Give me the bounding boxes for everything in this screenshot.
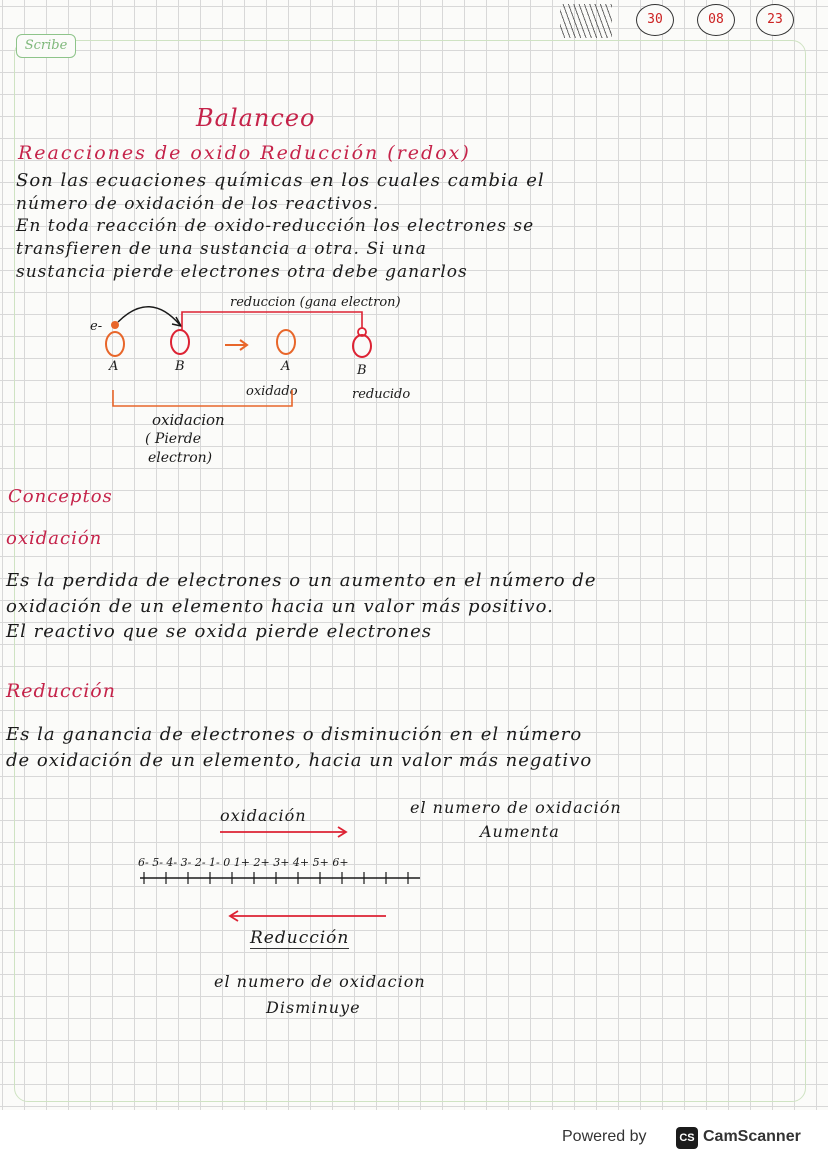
oxidation-heading: oxidación <box>6 528 103 549</box>
atom-a-label: A <box>109 359 119 374</box>
date-hatching <box>560 4 612 38</box>
atom-a-circle <box>106 332 124 356</box>
number-line <box>130 820 440 930</box>
atom-a-product-label: A <box>281 359 291 374</box>
reduction-line-1: Es la ganancia de electrones o disminución en el número <box>6 724 583 745</box>
decrease-line-1: el numero de oxidacion <box>214 972 426 991</box>
powered-by-text: Powered by <box>562 1128 647 1145</box>
axis-tick-labels: 6- 5- 4- 3- 2- 1- 0 1+ 2+ 3+ 4+ 5+ 6+ <box>138 856 349 869</box>
reduction-bracket <box>182 312 362 330</box>
atom-b-circle <box>171 330 189 354</box>
atom-b-product-circle <box>353 335 371 357</box>
increase-line-1: el numero de oxidación <box>410 798 622 817</box>
intro-line-2: número de oxidación de los reactivos. <box>16 194 380 214</box>
electron-transfer-arrow <box>118 307 180 325</box>
intro-line-1: Son las ecuaciones químicas en los cuales cambia el <box>16 170 545 191</box>
oxidation-line-3: El reactivo que se oxida pierde electrones <box>6 621 432 642</box>
oxidized-label: oxidado <box>246 384 298 399</box>
oxidation-note-2: electron) <box>148 450 213 466</box>
oxidation-line-2: oxidación de un elemento hacia un valor más positivo. <box>6 596 554 617</box>
section-heading: Reacciones de oxido Reducción (redox) <box>18 142 471 164</box>
date-year: 23 <box>756 4 794 36</box>
page-title: Balanceo <box>196 104 316 132</box>
increase-line-2: Aumenta <box>480 822 560 841</box>
reduction-arrow-label: Reducción <box>250 928 350 948</box>
intro-line-4: transfieren de una sustancia a otra. Si una <box>16 239 427 259</box>
oxidation-label: oxidacion <box>152 411 225 429</box>
reduction-line-2: de oxidación de un elemento, hacia un valor más negativo <box>6 750 593 771</box>
atom-b-product-label: B <box>357 363 367 378</box>
oxidation-note-1: ( Pierde <box>145 431 202 447</box>
decrease-line-2: Disminuye <box>266 998 361 1017</box>
atom-a-product-circle <box>277 330 295 354</box>
reduction-heading: Reducción <box>6 680 116 702</box>
camscanner-brand: CamScanner <box>703 1128 801 1145</box>
camscanner-logo: CS <box>676 1127 698 1149</box>
reduced-label: reducido <box>352 387 411 402</box>
date-day: 30 <box>636 4 674 36</box>
scribe-badge: Scribe <box>16 34 76 58</box>
reduction-label: reduccion (gana electron) <box>230 295 401 310</box>
concepts-heading: Conceptos <box>8 486 113 507</box>
electron-label: e- <box>90 319 103 334</box>
intro-line-3: En toda reacción de oxido-reducción los electrones se <box>16 216 535 236</box>
redox-diagram <box>80 290 500 470</box>
oxidation-line-1: Es la perdida de electrones o un aumento en el número de <box>6 570 597 591</box>
electron-dot <box>111 321 119 329</box>
atom-b-label: B <box>175 359 185 374</box>
intro-line-5: sustancia pierde electrones otra debe ganarlos <box>16 262 468 282</box>
date-month: 08 <box>697 4 735 36</box>
oxidation-arrow-label: oxidación <box>220 806 307 825</box>
